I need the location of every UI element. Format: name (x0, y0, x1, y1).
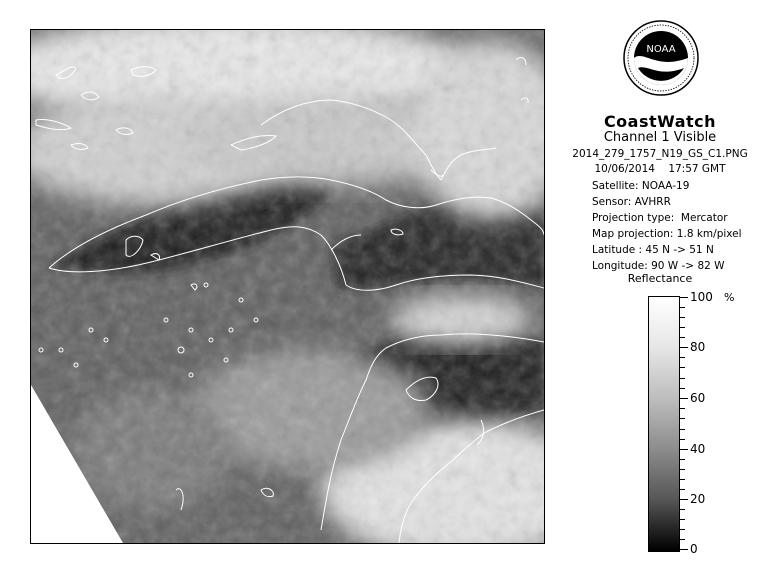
colorbar-tick-label: 100 (690, 290, 713, 304)
colorbar-tick (680, 549, 688, 550)
colorbar-minor-tick (680, 408, 685, 409)
colorbar-minor-tick (680, 418, 685, 419)
colorbar-minor-tick (680, 459, 685, 460)
colorbar-tick (680, 449, 688, 450)
colorbar-minor-tick (680, 509, 685, 510)
colorbar-title: Reflectance (627, 272, 693, 285)
colorbar-minor-tick (680, 529, 685, 530)
satellite-scene (31, 30, 544, 543)
map-projection: Map projection: 1.8 km/pixel (592, 228, 742, 240)
filename: 2014_279_1757_N19_GS_C1.PNG (572, 148, 748, 160)
page-title: CoastWatch (603, 112, 717, 131)
colorbar-minor-tick (680, 489, 685, 490)
colorbar-tick-label: 20 (690, 492, 706, 506)
latitude-range: Latitude : 45 N -> 51 N (592, 244, 714, 256)
satellite-info: Satellite: NOAA-19 (592, 180, 690, 192)
texture (31, 30, 544, 543)
colorbar-unit: % (724, 291, 735, 304)
colorbar-tick (680, 297, 688, 298)
noaa-logo (622, 14, 700, 106)
colorbar-minor-tick (680, 378, 685, 379)
colorbar-minor-tick (680, 388, 685, 389)
datetime: 10/06/2014 17:57 GMT (594, 163, 726, 175)
colorbar-minor-tick (680, 539, 685, 540)
satellite-image (30, 29, 545, 544)
colorbar-tick (680, 398, 688, 399)
longitude-range: Longitude: 90 W -> 82 W (592, 260, 725, 272)
colorbar-minor-tick (680, 439, 685, 440)
colorbar-minor-tick (680, 367, 685, 368)
colorbar-minor-tick (680, 429, 685, 430)
colorbar-minor-tick (680, 337, 685, 338)
colorbar-minor-tick (680, 317, 685, 318)
colorbar-minor-tick (680, 479, 685, 480)
channel-subtitle: Channel 1 Visible (603, 130, 717, 145)
logo-text: NOAA (646, 44, 676, 55)
colorbar-minor-tick (680, 519, 685, 520)
sensor-info: Sensor: AVHRR (592, 196, 671, 208)
colorbar-tick (680, 347, 688, 348)
colorbar-tick-label: 40 (690, 442, 706, 456)
colorbar-minor-tick (680, 357, 685, 358)
colorbar-tick (680, 499, 688, 500)
colorbar-minor-tick (680, 327, 685, 328)
colorbar-minor-tick (680, 469, 685, 470)
projection-type: Projection type: Mercator (592, 212, 728, 224)
colorbar-tick-label: 80 (690, 340, 706, 354)
colorbar-tick-label: 60 (690, 391, 706, 405)
colorbar-minor-tick (680, 307, 685, 308)
reflectance-colorbar (648, 296, 680, 552)
colorbar-tick-label: 0 (690, 542, 698, 556)
